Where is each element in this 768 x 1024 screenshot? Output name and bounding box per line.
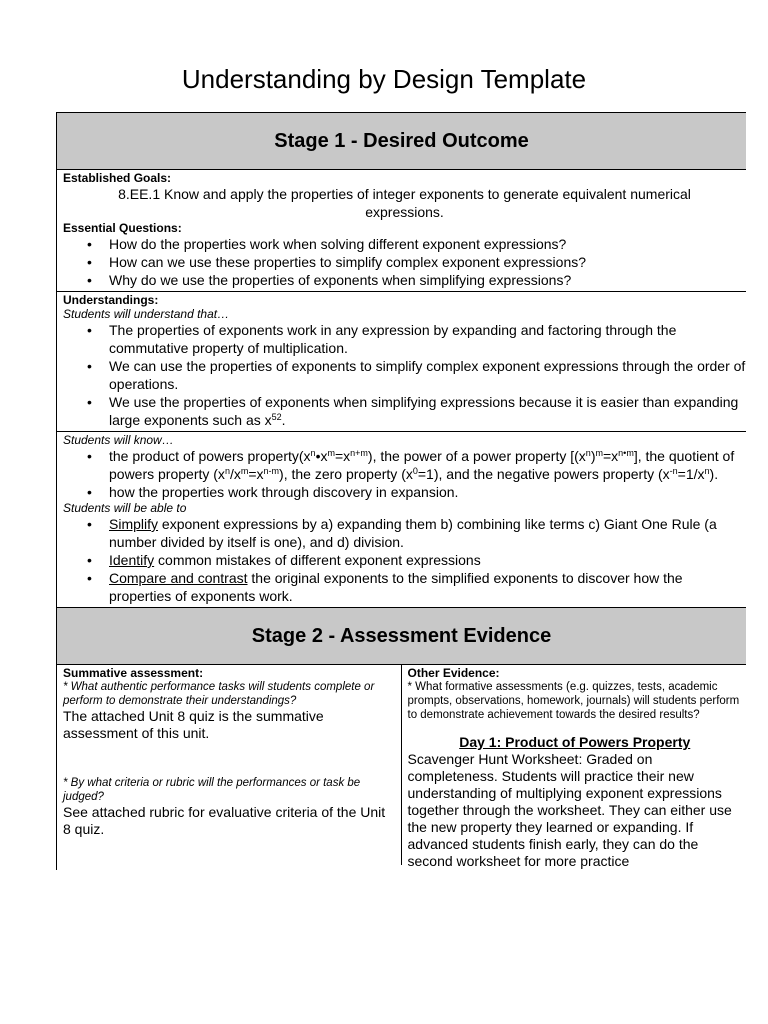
list-item: • We can use the properties of exponents to simplify complex exponent expressions through the order of operations. xyxy=(109,357,746,393)
know-intro: Students will know… xyxy=(63,433,174,447)
assessment-row xyxy=(57,665,746,870)
summative-label: Summative assessment: xyxy=(63,666,204,680)
criteria-text: See attached rubric for evaluative criteria of the Unit 8 quiz. xyxy=(63,804,386,837)
day1-title: Day 1: Product of Powers Property xyxy=(459,734,691,750)
understandings-list xyxy=(63,321,746,429)
list-item: • Identify common mistakes of different exponent expressions xyxy=(109,551,746,569)
stage1-header: Stage 1 - Desired Outcome xyxy=(57,113,746,170)
goals-label: Established Goals: xyxy=(63,171,172,185)
ubd-table xyxy=(56,112,746,870)
list-item: • The properties of exponents work in any expression by expanding and factoring through the commutative property of multiplication. xyxy=(109,321,746,357)
criteria-question: * By what criteria or rubric will the performances or task be judged? xyxy=(63,777,361,803)
summative-text: The attached Unit 8 quiz is the summative assessment of this unit. xyxy=(63,708,324,741)
list-item: • How do the properties work when solving different exponent expressions? xyxy=(109,235,746,253)
day1-text: Scavenger Hunt Worksheet: Graded on completeness. Students will practice their new understanding of multiplying exponent expressions together through the worksheet. They can either use the new property they learned or expanding. If advanced students finish early, they can do the second worksheet for more practice xyxy=(407,751,732,869)
understand-intro: Students will understand that… xyxy=(63,307,230,321)
list-item: • how the properties work through discovery in expansion. xyxy=(109,483,746,501)
list-item: • Why do we use the properties of exponents when simplifying expressions? xyxy=(109,271,746,289)
other-question: * What formative assessments (e.g. quizzes, tests, academic prompts, observations, homework, journals) will students perform to demonstrate achievement towards the desired results? xyxy=(407,681,740,721)
eq-label: Essential Questions: xyxy=(63,221,182,235)
know-section xyxy=(57,432,746,608)
able-list xyxy=(63,515,746,605)
summative-question: * What authentic performance tasks will students complete or perform to demonstrate their understandings? xyxy=(63,681,375,707)
list-item: • How can we use these properties to simplify complex exponent expressions? xyxy=(109,253,746,271)
stage2-header: Stage 2 - Assessment Evidence xyxy=(57,608,746,665)
list-item: • the product of powers $property(x^n•x^m=x^{n+m})$, the power of a power property $[(x^n)^m=x^{n•m}]$, the quotient of powers property $(x^n/x^m=x^{n-m})$, the zero property $(x^0=1)$, and the negative powers property $(x^{-n}=1/x^n)$. xyxy=(109,447,746,483)
page-title: Understanding by Design Template xyxy=(181,64,587,94)
goals-section xyxy=(57,170,746,292)
summative-cell xyxy=(57,665,402,865)
essential-questions xyxy=(63,235,746,289)
understandings-section xyxy=(57,292,746,432)
goal-text: 8.EE.1 Know and apply the properties of integer exponents to generate equivalent numerical expressions. xyxy=(118,186,691,220)
other-evidence-label: Other Evidence: xyxy=(407,666,500,680)
other-evidence-cell xyxy=(402,665,747,870)
know-list xyxy=(63,447,746,501)
list-item: • We use the properties of exponents when simplifying expressions because it is easier than expanding large exponents such as $x^{52}$. xyxy=(109,393,746,429)
understandings-label: Understandings: xyxy=(63,293,159,307)
list-item: • Simplify exponent expressions by a) expanding them b) combining like terms c) Giant One Rule (a number divided by itself is one), and d) division. xyxy=(109,515,746,551)
list-item: • Compare and contrast the original exponents to the simplified exponents to discover how the properties of exponents work. xyxy=(109,569,746,605)
able-intro: Students will be able to xyxy=(63,501,187,515)
